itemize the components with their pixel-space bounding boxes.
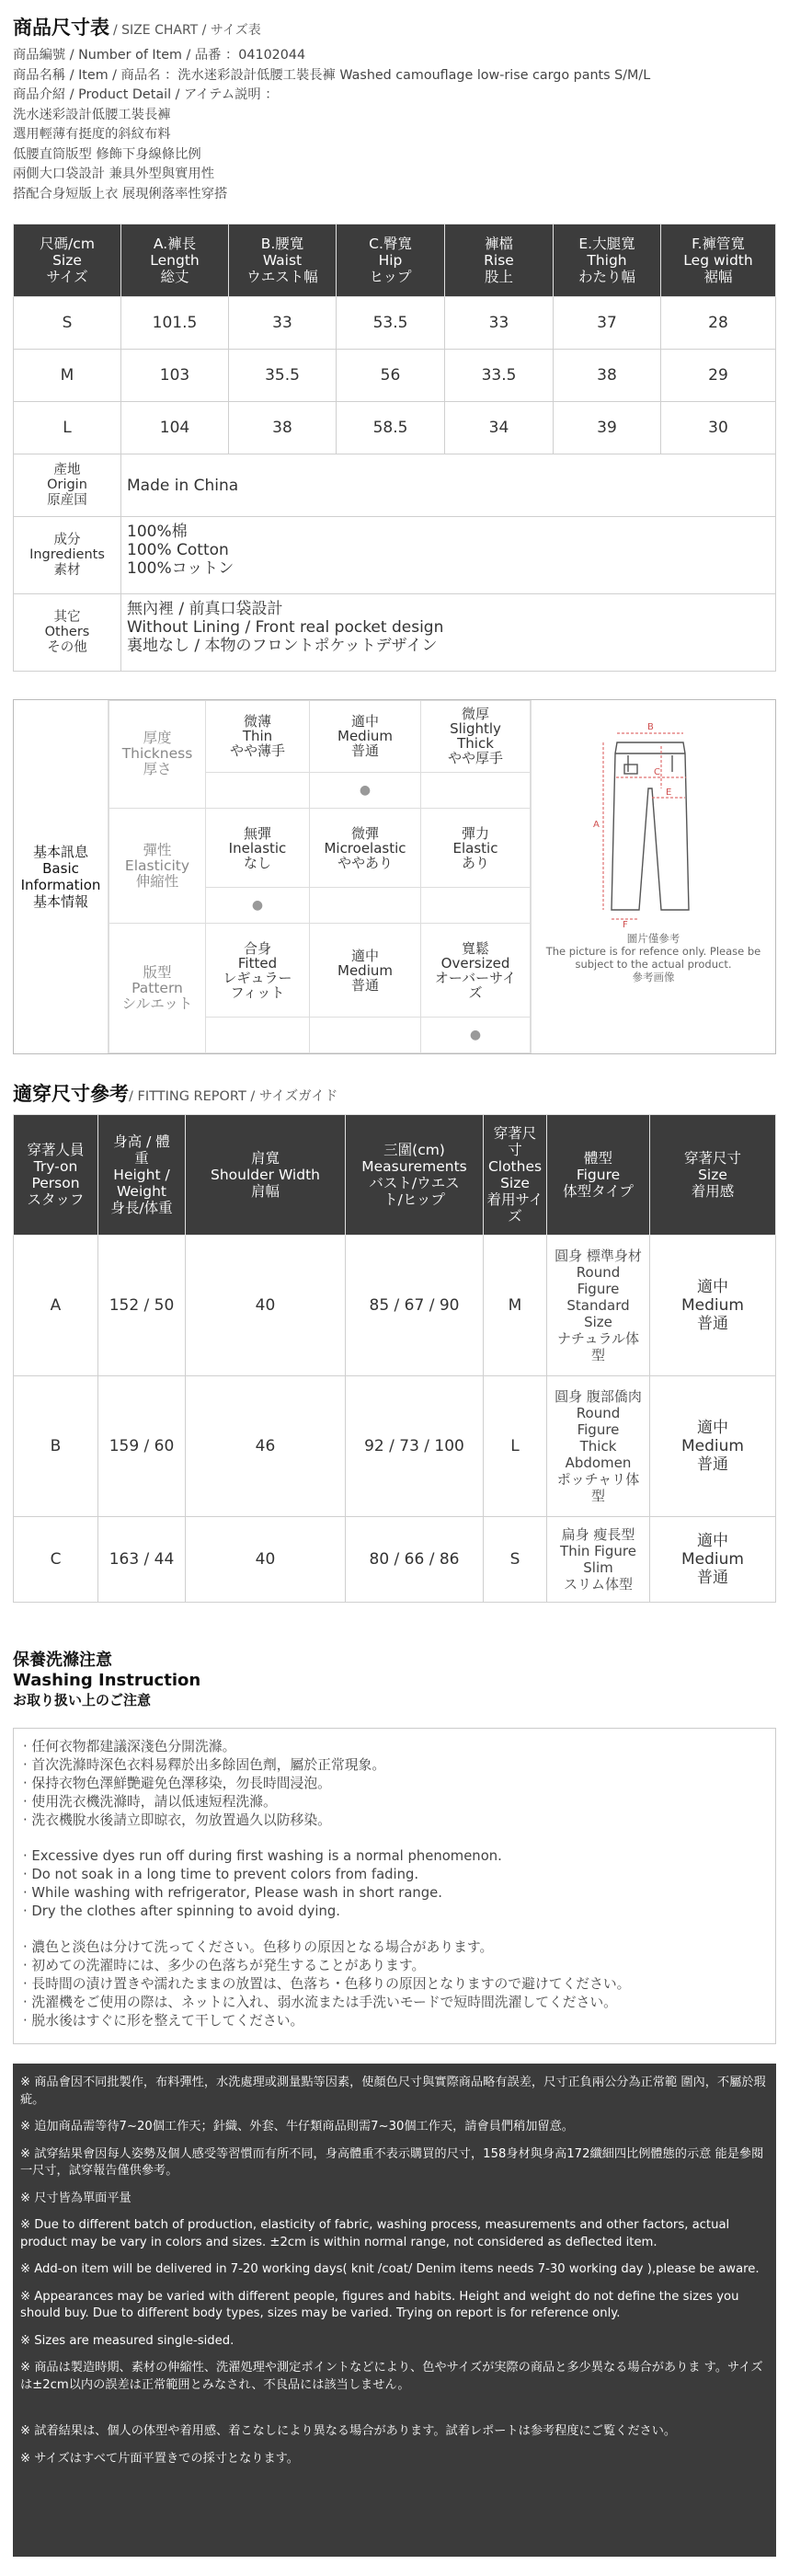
clothes-size-cell: M xyxy=(484,1236,547,1376)
note-item: ※ サイズはすべて片面平置きでの採寸となります。 xyxy=(20,2451,299,2466)
height-weight-cell: 163 / 44 xyxy=(98,1517,186,1603)
origin-row xyxy=(14,454,776,517)
diagram-letter-a: A xyxy=(592,820,600,830)
washing-line: · 洗衣機脫水後請立即晾衣，勿放置過久以防移染。 xyxy=(23,1812,331,1828)
thickness-options-row xyxy=(109,701,531,773)
washing-line: · 使用洗衣機洗滌時，請以低速短程洗滌。 xyxy=(23,1794,277,1810)
selection-dot-empty xyxy=(310,1018,421,1053)
figure-cell: 圓身 腹部僑肉 Round Figure Thick Abdomen ポッチャリ体 型 xyxy=(547,1376,650,1517)
leg-width-cell: 28 xyxy=(661,297,776,350)
product-detail-line: 選用輕薄有挺度的斜紋布料 xyxy=(13,127,171,142)
clothes-size-cell: L xyxy=(484,1376,547,1517)
column-header-person: 穿著人員 Try-on Person スタッフ xyxy=(14,1115,98,1236)
column-header-measurements: 三圍(cm) Measurements バスト/ウエス ト/ヒップ xyxy=(346,1115,484,1236)
thickness-option-medium: 適中 Medium 普通 xyxy=(310,701,421,773)
basic-info-panel xyxy=(13,699,776,1054)
size-cell: L xyxy=(14,402,121,454)
column-header-rise: 褲檔 Rise 股上 xyxy=(445,224,554,297)
washing-line: · 保持衣物色澤鮮艷避免色澤移染，勿長時間浸泡。 xyxy=(23,1776,331,1791)
pattern-option-medium: 適中 Medium 普通 xyxy=(310,924,421,1018)
clothes-size-cell: S xyxy=(484,1517,547,1603)
diagram-letter-f: F xyxy=(622,920,628,928)
column-header-length: A.褲長 Length 総丈 xyxy=(121,224,229,297)
fitting-report-subtitle: / FITTING REPORT / サイズガイド xyxy=(129,1089,338,1104)
washing-title-zh: 保養洗滌注意 xyxy=(13,1650,112,1670)
washing-line: · Dry the clothes after spinning to avoid dying. xyxy=(23,1903,340,1919)
washing-line: · 脱水後はすぐに形を整えて干してください。 xyxy=(23,2013,304,2029)
washing-instructions-box xyxy=(13,1728,776,2044)
others-label: 其它 Others その他 xyxy=(14,594,121,672)
note-item: ※ 試着結果は、個人の体型や着用感、着こなしにより異なる場合があります。試着レポートは参考程度にご覧ください。 xyxy=(20,2424,677,2438)
measurements-cell: 92 / 73 / 100 xyxy=(346,1376,484,1517)
thigh-cell: 38 xyxy=(554,350,661,402)
note-item: ※ Add-on item will be delivered in 7-20 working days( knit /coat/ Denim items needs 7-30 working day ),please be aware. xyxy=(20,2262,760,2276)
shoulder-cell: 40 xyxy=(186,1236,346,1376)
shoulder-cell: 40 xyxy=(186,1517,346,1603)
column-header-height-weight: 身高 / 體 重 Height / Weight 身長/体重 xyxy=(98,1115,186,1236)
elasticity-option-elastic: 彈力 Elastic あり xyxy=(421,808,531,888)
notes-panel xyxy=(13,2064,776,2557)
selection-dot-empty xyxy=(421,888,531,924)
hip-cell: 56 xyxy=(337,350,445,402)
others-row xyxy=(14,594,776,672)
hip-cell: 53.5 xyxy=(337,297,445,350)
measurements-cell: 85 / 67 / 90 xyxy=(346,1236,484,1376)
column-header-figure: 體型 Figure 体型タイプ xyxy=(547,1115,650,1236)
fit-feel-cell: 適中 Medium 普通 xyxy=(650,1236,776,1376)
waist-cell: 33 xyxy=(229,297,337,350)
thickness-option-thin: 微薄 Thin やや薄手 xyxy=(206,701,310,773)
fitting-header-row xyxy=(14,1115,776,1236)
table-row xyxy=(14,297,776,350)
waist-cell: 38 xyxy=(229,402,337,454)
elasticity-option-inelastic: 無彈 Inelastic なし xyxy=(206,808,310,888)
column-header-waist: B.腰寬 Waist ウエスト幅 xyxy=(229,224,337,297)
size-chart-header-row xyxy=(14,224,776,297)
diagram-letter-e: E xyxy=(665,788,671,798)
size-chart-table xyxy=(13,224,776,672)
selection-dot-empty xyxy=(310,888,421,924)
washing-line: · Do not soak in a long time to prevent colors from fading. xyxy=(23,1867,419,1882)
thigh-cell: 39 xyxy=(554,402,661,454)
figure-cell: 圓身 標準身材 Round Figure Standard Size ナチュラル体 型 xyxy=(547,1236,650,1376)
elasticity-label: 彈性 Elasticity 伸縮性 xyxy=(109,808,206,923)
person-cell: C xyxy=(14,1517,98,1603)
selection-dot: ● xyxy=(421,1018,531,1053)
washing-line: · While washing with refrigerator, Please wash in short range. xyxy=(23,1885,442,1901)
ingredients-row xyxy=(14,517,776,594)
size-chart-title: 商品尺寸表 xyxy=(13,17,109,39)
product-detail-line: 洗水迷彩設計低腰工裝長褲 xyxy=(13,107,171,122)
washing-line: · 首次洗滌時深色衣料易釋於出多餘固色劑，屬於正常現象。 xyxy=(23,1757,386,1773)
column-header-thigh: E.大腿寬 Thigh わたり幅 xyxy=(554,224,661,297)
diagram-caption: 圖片僅參考 The picture is for refence only. Please be subject to the actual product. 參考画像 xyxy=(545,932,761,983)
waist-cell: 35.5 xyxy=(229,350,337,402)
person-cell: B xyxy=(14,1376,98,1517)
rise-cell: 33 xyxy=(445,297,554,350)
note-item: ※ 試穿結果會因每人姿勢及個人感受等習慣而有所不同，身高體重不表示購買的尺寸，158身材與身高172纖細四比例體態的示意 能是參閱一尺寸，試穿報告僅供參考。 xyxy=(20,2146,764,2178)
washing-line: · 濃色と淡色は分けて洗ってください。色移りの原因となる場合があります。 xyxy=(23,1939,494,1955)
washing-line: · 洗濯機をご使用の際は、ネットに入れ、弱水流または手洗いモードで短時間洗濯してください。 xyxy=(23,1995,617,2010)
hip-cell: 58.5 xyxy=(337,402,445,454)
table-row xyxy=(14,1517,776,1603)
pattern-label: 版型 Pattern シルエット xyxy=(109,924,206,1053)
measurement-diagram xyxy=(532,700,775,1053)
selection-dot: ● xyxy=(206,888,310,924)
note-item: ※ 尺寸皆為單面平量 xyxy=(20,2191,132,2205)
origin-label: 產地 Origin 原産国 xyxy=(14,454,121,517)
size-chart-subtitle: / SIZE CHART / サイズ表 xyxy=(113,23,261,38)
length-cell: 104 xyxy=(121,402,229,454)
selection-dot-empty xyxy=(206,1018,310,1053)
note-spacer xyxy=(20,2404,769,2413)
washing-title-en: Washing Instruction xyxy=(13,1671,201,1690)
pants-diagram-icon xyxy=(571,717,737,928)
thickness-label: 厚度 Thickness 厚さ xyxy=(109,701,206,809)
table-row xyxy=(14,402,776,454)
note-item: ※ Appearances may be varied with different people, figures and habits. Height and weight do not define the sizes you should buy. Due to different body types, sizes may be varied. Trying on report is for reference only. xyxy=(20,2289,739,2320)
note-item: ※ 商品會因不同批製作，布料彈性，水洗處理或測量點等因素，使顏色尺寸與實際商品略有誤差，尺寸正負兩公分為正常範 圍內，不屬於瑕疵。 xyxy=(20,2076,766,2107)
note-item: ※ 追加商品需等待7~20個工作天；針織、外套、牛仔類商品則需7~30個工作天，請會員們稍加留意。 xyxy=(20,2120,574,2133)
product-detail-line: 兩側大口袋設計 兼具外型與實用性 xyxy=(13,167,214,181)
pattern-options-row xyxy=(109,924,531,1018)
rise-cell: 33.5 xyxy=(445,350,554,402)
table-row xyxy=(14,1376,776,1517)
product-name: 商品名稱 / Item / 商品名 ：洗水迷彩設計低腰工裝長褲 Washed camouflage low-rise cargo pants S/M/L xyxy=(13,67,651,83)
height-weight-cell: 159 / 60 xyxy=(98,1376,186,1517)
rise-cell: 34 xyxy=(445,402,554,454)
column-header-leg-width: F.褲管寬 Leg width 裾幅 xyxy=(661,224,776,297)
product-detail-line: 搭配合身短版上衣 展現俐落率性穿搭 xyxy=(13,186,228,201)
fit-feel-cell: 適中 Medium 普通 xyxy=(650,1376,776,1517)
length-cell: 103 xyxy=(121,350,229,402)
leg-width-cell: 29 xyxy=(661,350,776,402)
product-detail-label: 商品介紹 / Product Detail / アイテム説明 ： xyxy=(13,87,279,102)
length-cell: 101.5 xyxy=(121,297,229,350)
pattern-option-fitted: 合身 Fitted レギュラー フィット xyxy=(206,924,310,1018)
column-header-clothes-size: 穿著尺 寸 Clothes Size 着用サイ ズ xyxy=(484,1115,547,1236)
figure-cell: 扁身 瘦長型 Thin Figure Slim スリム体型 xyxy=(547,1517,650,1603)
washing-line: · 任何衣物都建議深淺色分開洗滌。 xyxy=(23,1739,236,1754)
washing-line: · 初めての洗濯時には、多少の色落ちが発生することがあります。 xyxy=(23,1958,426,1973)
column-header-fit-feel: 穿著尺寸 Size 着用感 xyxy=(650,1115,776,1236)
note-item: ※ Due to different batch of production, elasticity of fabric, washing process, measurements and other factors, actual product may be vary in colors and sizes. ±2cm is within normal range, not considered as deflected item. xyxy=(20,2218,730,2249)
fitting-report-heading xyxy=(13,1079,776,1107)
column-header-hip: C.臀寬 Hip ヒップ xyxy=(337,224,445,297)
table-row xyxy=(14,1236,776,1376)
note-item: ※ 商品は製造時期、素材の伸縮性、洗濯処理や測定ポイントなどにより、色やサイズが実際の商品と多少異なる場合がありま す。サイズは±2cm以内の誤差は正常範囲とみなされ、不良品には該当しません。 xyxy=(20,2361,763,2392)
fitting-report-table xyxy=(13,1114,776,1603)
elasticity-options-row xyxy=(109,808,531,888)
shoulder-cell: 46 xyxy=(186,1376,346,1517)
size-cell: M xyxy=(14,350,121,402)
leg-width-cell: 30 xyxy=(661,402,776,454)
selection-dot-empty xyxy=(206,772,310,808)
thigh-cell: 37 xyxy=(554,297,661,350)
fit-feel-cell: 適中 Medium 普通 xyxy=(650,1517,776,1603)
basic-info-grid xyxy=(109,700,532,1053)
washing-line: · Excessive dyes run off during first washing is a normal phenomenon. xyxy=(23,1848,502,1864)
note-item: ※ Sizes are measured single-sided. xyxy=(20,2333,234,2348)
pattern-option-oversized: 寬鬆 Oversized オーバーサイ ズ xyxy=(421,924,531,1018)
selection-dot-empty xyxy=(421,772,531,808)
thickness-option-slightly-thick: 微厚 Slightly Thick やや厚手 xyxy=(421,701,531,773)
origin-value: Made in China xyxy=(121,454,776,517)
measurements-cell: 80 / 66 / 86 xyxy=(346,1517,484,1603)
selection-dot: ● xyxy=(310,772,421,808)
table-row xyxy=(14,350,776,402)
height-weight-cell: 152 / 50 xyxy=(98,1236,186,1376)
column-header-shoulder: 肩寬 Shoulder Width 肩幅 xyxy=(186,1115,346,1236)
basic-info-label: 基本訊息 Basic Information 基本情報 xyxy=(14,700,109,1053)
product-number: 商品編號 / Number of Item / 品番 ：04102044 xyxy=(13,48,306,63)
product-detail-line: 低腰直筒版型 修飾下身線條比例 xyxy=(13,146,201,162)
fitting-report-title: 適穿尺寸參考 xyxy=(13,1083,129,1105)
product-header xyxy=(13,0,776,204)
washing-title-ja: お取り扱い上のご注意 xyxy=(13,1692,152,1708)
ingredients-value: 100%棉 100% Cotton 100%コットン xyxy=(121,517,776,594)
size-cell: S xyxy=(14,297,121,350)
diagram-letter-b: B xyxy=(646,722,654,732)
others-value: 無內裡 / 前真口袋設計 Without Lining / Front real pocket design 裏地なし / 本物のフロントポケットデザイン xyxy=(121,594,776,672)
diagram-letter-c: C xyxy=(653,767,660,777)
washing-line: · 長時間の漬け置きや濡れたままの放置は、色落ち・色移りの原因となりますので避けてください。 xyxy=(23,1976,631,1992)
washing-section xyxy=(13,1650,776,2044)
person-cell: A xyxy=(14,1236,98,1376)
column-header-size: 尺碼/cm Size サイズ xyxy=(14,224,121,297)
size-chart-heading xyxy=(13,13,776,40)
elasticity-option-microelastic: 微彈 Microelastic ややあり xyxy=(310,808,421,888)
ingredients-label: 成分 Ingredients 素材 xyxy=(14,517,121,594)
